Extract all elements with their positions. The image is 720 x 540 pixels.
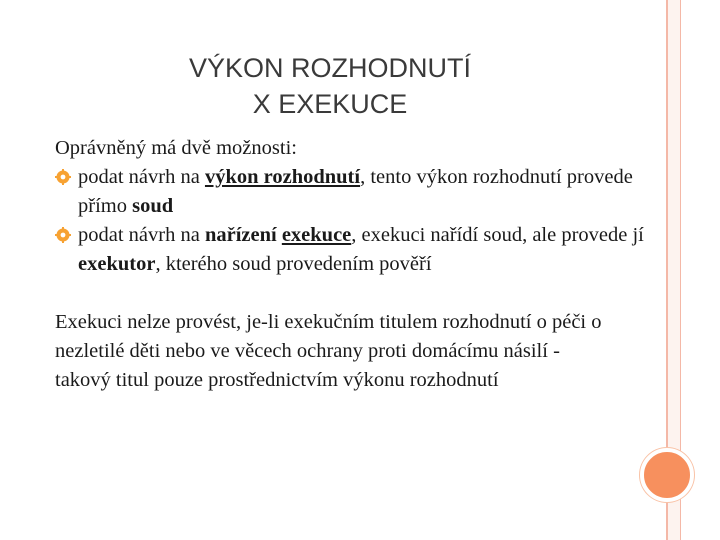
note-paragraph: Exekuci nelze provést, je-li exekučním titulem rozhodnutí o péči o nezletilé děti nebo ve věcech ochrany proti domácímu násilí - takový titul pouze prostřednictvím výkonu rozhodnutí	[55, 311, 602, 391]
gear-bullet-icon	[55, 169, 71, 185]
intro-text: Oprávněný má dvě možnosti:	[55, 137, 297, 159]
bullet-item-1	[55, 163, 655, 221]
title-line-1: VÝKON ROZHODNUTÍ	[188, 53, 471, 83]
title-line-2: X EXEKUCE	[252, 89, 408, 119]
bullet-1-text-a: podat návrh na	[78, 166, 205, 188]
bullet-2-bold-a: nařízení	[204, 224, 277, 246]
bullet-item-2	[55, 221, 655, 279]
bullet-1-highlight: výkon rozhodnutí	[204, 166, 361, 188]
gear-bullet-icon	[55, 227, 71, 243]
accent-circle	[640, 448, 694, 502]
bullet-2-text-c: , kterého soud provedením pověří	[155, 253, 432, 275]
bullet-2-text-b: , exekuci nařídí soud, ale provede jí	[351, 224, 644, 246]
slide-body	[55, 134, 655, 416]
bullet-1-bold: soud	[132, 195, 174, 217]
slide-title	[110, 50, 550, 122]
bullet-1-text-b: , tento výkon rozhodnutí provede přímo	[78, 166, 633, 217]
bullet-2-bold-b: exekutor	[78, 253, 156, 275]
bullet-2-highlight: exekuce	[281, 224, 352, 246]
bullet-2-text-a: podat návrh na	[78, 224, 205, 246]
